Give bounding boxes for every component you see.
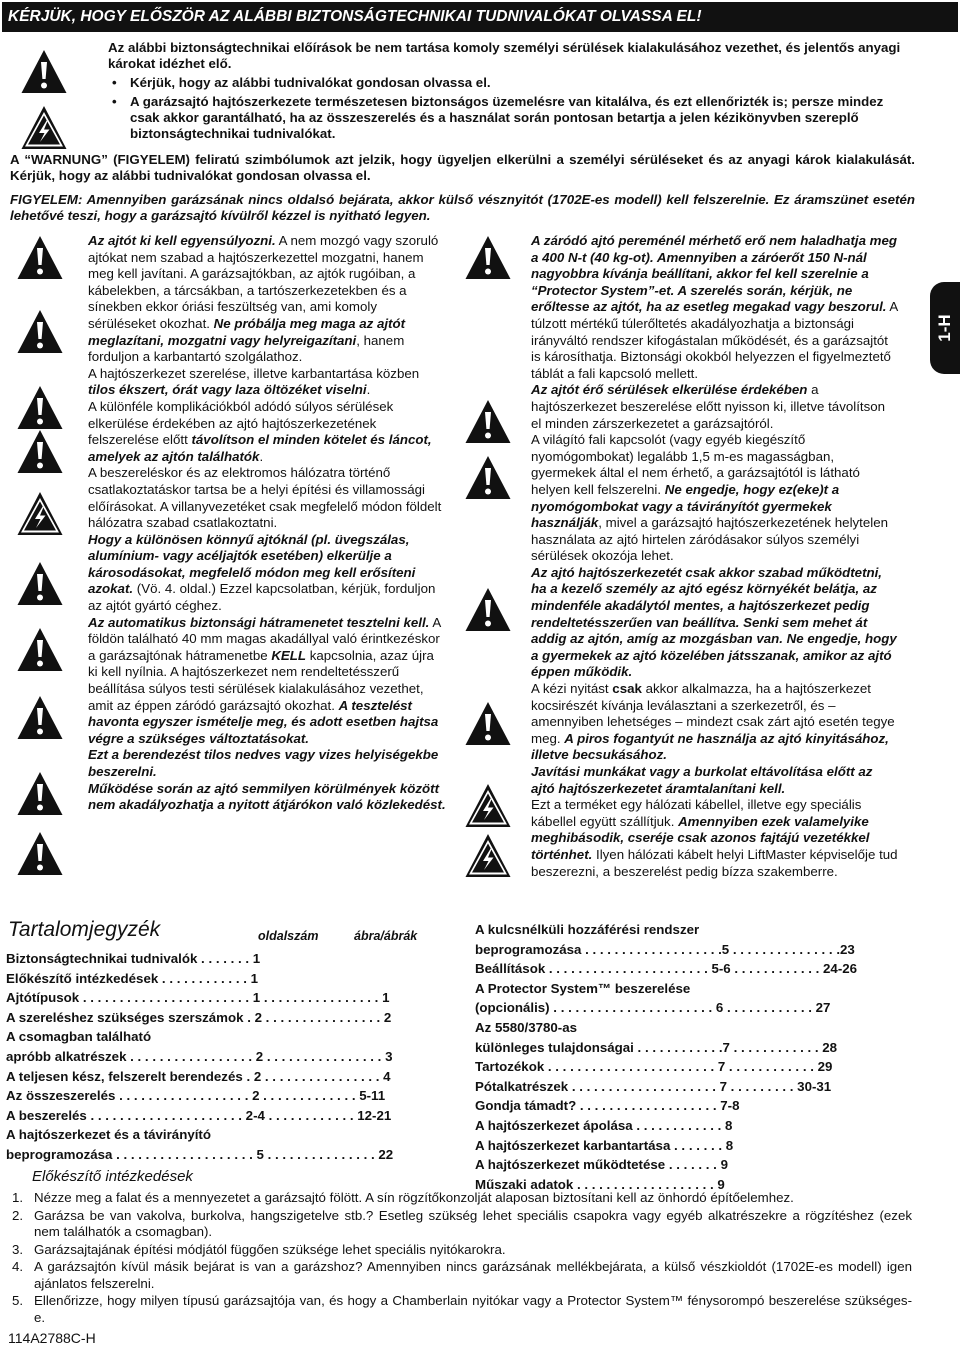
- toc-entry: apróbb alkatrészek . . . . . . . . . . . . . . . . . 2 . . . . . . . . . . . . . . . . 3: [6, 1048, 393, 1064]
- right-paragraph-2: [531, 382, 899, 432]
- item-text: Garázsajtajának építési módjától függően szüksége lehet speciális nyitókarokra.: [34, 1241, 506, 1257]
- warning-triangle-icon: [16, 384, 64, 432]
- toc-entry: Az összeszerelés . . . . . . . . . . . . . . . . . . 2 . . . . . . . . . . . . . 5-11: [6, 1088, 386, 1104]
- emphasis-text: Az ajtót érő sérülések elkerülése érdekében: [531, 382, 808, 398]
- body-text: , mivel a garázsajtó hajtószerkezetének helytelen használata az ajtó hirtelen záródásakor súlyos személyi sérülések okozója lehet.: [531, 515, 888, 564]
- warning-triangle-icon: [16, 694, 64, 742]
- list-item: [12, 1190, 912, 1206]
- list-item: [12, 1259, 912, 1292]
- toc-right-list: [475, 920, 857, 1194]
- toc-column-figure: ábra/ábrák: [354, 929, 418, 943]
- emphasis-text: csak: [612, 681, 642, 697]
- toc-entry: Az 5580/3780-as: [475, 1019, 578, 1035]
- warning-explanation: A “WARNUNG” (FIGYELEM) feliratú szimbólumok azt jelzik, hogy ügyeljen elkerülni a személyi sérüléseket és az anyagi károk kialakulását. Kérjük, hogy az alábbi tudnivalókat gondosan olvassa el.: [10, 152, 915, 183]
- emphasis-text: Az automatikus biztonsági hátramenetet tesztelni kell.: [88, 614, 430, 630]
- list-item: [12, 1208, 912, 1241]
- left-paragraph-1: [88, 233, 446, 366]
- toc-entry: Pótalkatrészek . . . . . . . . . . . . . . . . . . . . 7 . . . . . . . . . 30-31: [475, 1078, 832, 1094]
- warning-triangle-icon: [16, 428, 64, 476]
- item-number: 2.: [12, 1207, 24, 1223]
- intro-bullet-1: [108, 75, 908, 91]
- emphasis-text: Amennyiben ezek valamelyike meghibásodik, cseréje csak azonos fajtájú vezetékkel történhet.: [531, 813, 870, 862]
- bullet-text: Kérjük, hogy az alábbi tudnivalókat gondosan olvassa el.: [130, 75, 491, 90]
- item-number: 1.: [12, 1190, 24, 1205]
- toc-entry: beprogramozása . . . . . . . . . . . . . . . . . . . 5 . . . . . . . . . . . . . . . 22: [6, 1146, 394, 1162]
- intro-text: Az alábbi biztonságtechnikai előírások be nem tartása komoly személyi sérülések kialakulásához vezethet, és jelentős anyagi károkat idézhet elő.: [108, 40, 901, 71]
- emphasis-text: Ne próbálja meg maga az ajtót meglazítani, mozgatni vagy helyreigazítani: [88, 315, 406, 348]
- warning-triangle-icon: [16, 560, 64, 608]
- bullet-dot: •: [112, 94, 117, 109]
- toc-entry: Biztonságtechnikai tudnivalók . . . . . . . 1: [6, 951, 261, 966]
- right-paragraph-5: [531, 681, 899, 764]
- toc-entry: A kulcsnélküli hozzáférési rendszer: [475, 922, 700, 937]
- toc-entry: beprogramozása . . . . . . . . . . . . . . . . . . .5 . . . . . . . . . . . . . . .23: [475, 941, 855, 957]
- warning-triangle-icon: [20, 48, 68, 96]
- item-text: Nézze meg a falat és a mennyezetet a garázsajtó fölött. A sín rögzítőkonzolját alaposan biztosítani kell az önhordó építőelemhez.: [34, 1190, 794, 1205]
- intro-bullet-2: [108, 94, 908, 142]
- body-text: .: [259, 448, 264, 464]
- body-text: A hajtószerkezet szerelése, illetve karbantartása közben: [88, 365, 420, 381]
- electric-hazard-icon: [16, 490, 64, 538]
- toc-entry: A teljesen kész, felszerelt berendezés . 2 . . . . . . . . . . . . . . . . 4: [6, 1068, 391, 1084]
- preparation-list: [12, 1190, 912, 1327]
- warning-triangle-icon: [16, 830, 64, 878]
- right-paragraph-1: [531, 233, 899, 382]
- toc-entry: (opcionális) . . . . . . . . . . . . . . . . . . . . . . 6 . . . . . . . . . . . . 27: [475, 1000, 831, 1016]
- electric-hazard-icon: [464, 832, 512, 880]
- preparation-title: Előkészítő intézkedések: [32, 1168, 193, 1185]
- list-item: [12, 1293, 912, 1326]
- warning-triangle-icon: [16, 234, 64, 282]
- body-text: A nem mozgó vagy szoruló ajtókat nem szabad a hajtószerkezettel mozgatni, hanem meg kell javítani. A garázsajtókban, az ajtók rugóiban, a kábelekben, a tárcsákban, a tartószerkezetekben és a sínekben ekkor óriási feszültség van, ami komoly sérüléseket okozhat.: [88, 233, 439, 331]
- right-paragraph-3: [531, 432, 899, 565]
- right-paragraph-7: [531, 797, 899, 880]
- warning-triangle-icon: [464, 586, 512, 634]
- item-number: 5.: [12, 1293, 24, 1309]
- item-text: Garázsa be van vakolva, burkolva, hangszigetelve stb.? Esetleg szükség lehet speciális csapokra vagy egyéb alkatrészekre a rögzítéshez (ezek nem találhatók a csomagban).: [34, 1207, 912, 1239]
- body-text: A világító fali kapcsolót (vagy egyéb kiegészítő nyomógombokat) legalább 1,5 m-es magasságban, gyermekek által el nem érhető, a garázsajtótól is látható helyen kell felszerelni.: [531, 432, 860, 497]
- emphasis-text: tilos ékszert, órát vagy laza öltözéket viselni: [88, 382, 367, 398]
- left-paragraph-7: Ezt a berendezést tilos nedves vagy vizes helyiségekbe beszerelni.: [88, 747, 439, 779]
- item-text: A garázsajtón kívül másik bejárat is van a garázshoz? Amennyiben nincs garázsának mellékbejárata, a külső vészkioldót (1702E-es modell) igen ajánlatos felszerelni.: [34, 1259, 912, 1291]
- item-number: 3.: [12, 1241, 24, 1257]
- body-text: a hajtószerkezet beszerelése előtt nyisson ki, illetve távolítson el minden zárszerkezetet a garázsajtóról.: [531, 382, 886, 431]
- toc-column-page: oldalszám: [258, 929, 319, 943]
- toc-entry: A beszerelés . . . . . . . . . . . . . . . . . . . . . 2-4 . . . . . . . . . . . . 12-21: [6, 1107, 392, 1123]
- left-paragraph-4: A beszereléskor és az elektromos hálózatra történő csatlakoztatáskor tartsa be a helyi építési és villamossági előírásokat. A villanyvezetéket csak megfelelő módon földelt hálózatra szabad csatlakoztatni.: [88, 465, 442, 531]
- warning-triangle-icon: [464, 700, 512, 748]
- body-text: A túlzott mértékű túlerőltetés akadályozhatja a biztonsági irányváltó rendszer kifogástalan működését, és a garázsajtót is károsíthatja. Biztonsági okokból helyezzen el figyelmeztető táblát a fali kapcsoló mellett.: [531, 299, 898, 381]
- toc-entry: Ajtótípusok . . . . . . . . . . . . . . . . . . . . . . . 1 . . . . . . . . . . . . . . . . 1: [6, 990, 390, 1006]
- body-text: Ezt a terméket egy hálózati kábellel, illetve egy speciális kábellel együtt szállítjuk.: [531, 797, 862, 829]
- left-paragraph-5: [88, 532, 446, 615]
- bullet-dot: •: [112, 75, 117, 90]
- toc-entry: különleges tulajdonságai . . . . . . . . . . . .7 . . . . . . . . . . . . 28: [475, 1039, 838, 1055]
- safety-header: KÉRJÜK, HOGY ELŐSZÖR AZ ALÁBBI BIZTONSÁGTECHNIKAI TUDNIVALÓKAT OLVASSA EL!: [2, 2, 958, 32]
- toc-entry: A hajtószerkezet működtetése . . . . . . . 9: [475, 1157, 728, 1173]
- toc-entry: A szereléshez szükséges szerszámok . 2 . . . . . . . . . . . . . . . . 2: [6, 1009, 392, 1025]
- electric-hazard-icon: [20, 104, 68, 152]
- body-text: kapcsolnia, azaz újra ki kell nyílnia. A hajtószerkezet nem rendeltetésszerű beállítása súlyos testi sérülések kialakulásához vezethet, amit az éppen záródó garázsajtó okozhat.: [88, 647, 434, 713]
- left-paragraph-3: [88, 399, 446, 465]
- warning-triangle-icon: [464, 398, 512, 446]
- left-paragraph-6: [88, 615, 446, 748]
- emphasis-text: A piros fogantyút ne használja az ajtó kinyitásához, illetve becsukásához.: [531, 730, 889, 763]
- emphasis-text: Ne engedje, hogy ez(eke)t a nyomógombokat vagy a távirányítót gyermekek használják: [531, 481, 840, 531]
- toc-entry: A csomagban található: [6, 1029, 152, 1045]
- body-text: A földön található 40 mm magas akadállyal való érintkezéskor a garázsajtónak hátramenetbe: [88, 614, 441, 663]
- toc-entry: A Protector System™ beszerelése: [475, 980, 691, 996]
- body-text: akkor alkalmazza, ha a hajtószerkezet kocsirészét kívánja leválasztani a szerkezetről, és – amennyiben lehetséges – mindezt csak zárt ajtó esetén tegye meg.: [531, 681, 895, 746]
- bullet-text: A garázsajtó hajtószerkezete természetesen biztonságos üzemelésre van kitalálva, és ezt ellenőrizték is; persze mindez csak akkor garantálható, ha az összeszerelés és a használat során pontosan betartja a jelen kézikönyvben szereplő biztonságtechnikai tudnivalókat.: [130, 94, 884, 141]
- body-text: , hanem forduljon a karbantartó szolgálathoz.: [88, 332, 405, 365]
- tab-label: 1-H: [935, 314, 954, 342]
- body-text: A különféle komplikációkból adódó súlyos sérülések elkerülése érdekében az ajtó hajtószerkezetének felszerelése előtt: [88, 398, 394, 448]
- electric-hazard-icon: [464, 782, 512, 830]
- body-text: A kézi nyitást: [531, 681, 613, 697]
- item-number: 4.: [12, 1259, 24, 1275]
- toc-entry: A hajtószerkezet karbantartása . . . . . . . 8: [475, 1137, 734, 1153]
- item-text: Ellenőrizze, hogy milyen típusú garázsajtója van, és hogy a Chamberlain nyitókar vagy a Protector System™ fénysorompó beszerelése szükséges-e.: [34, 1293, 912, 1325]
- toc-entry: Tartozékok . . . . . . . . . . . . . . . . . . . . . . . 7 . . . . . . . . . . . . 29: [475, 1059, 833, 1075]
- warning-triangle-icon: [464, 234, 512, 282]
- toc-entry: A hajtószerkezet és a távirányító: [6, 1127, 211, 1143]
- emphasis-text: KELL: [271, 647, 307, 663]
- toc-entry: Előkészítő intézkedések . . . . . . . . . . . . 1: [6, 970, 258, 986]
- emphasis-text: Hogy a különösen könnyű ajtóknál (pl. üvegszálas, alumínium- vagy acéljajtók esetében) elkerülje a károsodásokat, megfelelő módon meg kell erősíteni azokat.: [88, 531, 416, 597]
- right-paragraph-4: Az ajtó hajtószerkezetét csak akkor szabad működtetni, ha a kezelő személy az ajtó egész környékét belátja, az mindenféle akadálytól mentes, a hajtószerkezet pedig rendeltetésszerűen van beállítva. Senki sem mehet át addig az ajtón, amíg az mozgásban van. Ne engedje, hogy a gyermekek az ajtó közelében játsszanak, amikor az ajtó éppen működik.: [531, 564, 897, 680]
- emphasis-text: A záródó ajtó pereménél mérhető erő nem haladhatja meg a 400 N-t (40 kg-ot). Amennyiben a záróerőt 150 N-nál nagyobbra kívánja beállítani, akkor fel kell szerelnie a “Protector System”-et. A szerelés során, kérjük, ne erőltesse az ajtót, ha az esetleg megakad vagy beszorul.: [531, 233, 898, 315]
- emphasis-text: A tesztelést havonta egyszer ismételje meg, és adott esetben hajtsa végre a szükséges változtatásokat.: [88, 697, 439, 746]
- body-text: Ilyen hálózati kábelt helyi LiftMaster képviselője tud beszerezni, a beszerelést pedig bízza szakemberre.: [531, 846, 898, 879]
- toc-entry: Műszaki adatok . . . . . . . . . . . . . . . . . . . 9: [475, 1176, 725, 1192]
- warning-triangle-icon: [16, 770, 64, 818]
- right-safety-column: [531, 233, 899, 880]
- toc-left-list: [6, 949, 393, 1165]
- toc-entry: Gondja támadt? . . . . . . . . . . . . . . . . . . . 7-8: [475, 1098, 740, 1114]
- left-safety-column: [88, 233, 446, 814]
- toc-entry: A hajtószerkezet ápolása . . . . . . . . . . . . 8: [475, 1117, 733, 1133]
- list-item: [12, 1242, 912, 1258]
- intro-block: [108, 40, 908, 142]
- right-paragraph-6: Javítási munkákat vagy a burkolat eltávolítása előtt az ajtó hajtószerkezetet áramtalanítani kell.: [531, 764, 873, 796]
- document-code: 114A2788C-H: [8, 1330, 96, 1346]
- warning-triangle-icon: [464, 454, 512, 502]
- body-text: (Vö. 4. oldal.) Ezzel kapcsolatban, kérjük, forduljon az ajtót gyártó céghez.: [88, 581, 436, 614]
- emphasis-text: Az ajtót ki kell egyensúlyozni.: [88, 233, 276, 248]
- figyelem-note: FIGYELEM: Amennyiben garázsának nincs oldalsó bejárata, akkor külső vésznyitót (1702E-es modell) kell felszerelnie. Ez áramszünet esetén lehetővé teszi, hogy a garázsajtó kívülről kézzel is nyitható legyen.: [10, 192, 915, 223]
- left-paragraph-2: [88, 366, 446, 399]
- warning-triangle-icon: [16, 626, 64, 674]
- body-text: .: [366, 382, 371, 398]
- language-page-tab: [930, 282, 960, 374]
- warning-triangle-icon: [16, 308, 64, 356]
- toc-entry: Beállítások . . . . . . . . . . . . . . . . . . . . . . 5-6 . . . . . . . . . . . . 24-26: [475, 961, 858, 977]
- toc-title: Tartalomjegyzék: [8, 918, 161, 941]
- emphasis-text: távolítson el minden kötelet és láncot, amelyek az ajtón találhatók: [88, 432, 432, 464]
- left-paragraph-8: Működése során az ajtó semmilyen körülmények között nem akadályozhatja a nyitott átjárókon való közlekedést.: [88, 780, 446, 813]
